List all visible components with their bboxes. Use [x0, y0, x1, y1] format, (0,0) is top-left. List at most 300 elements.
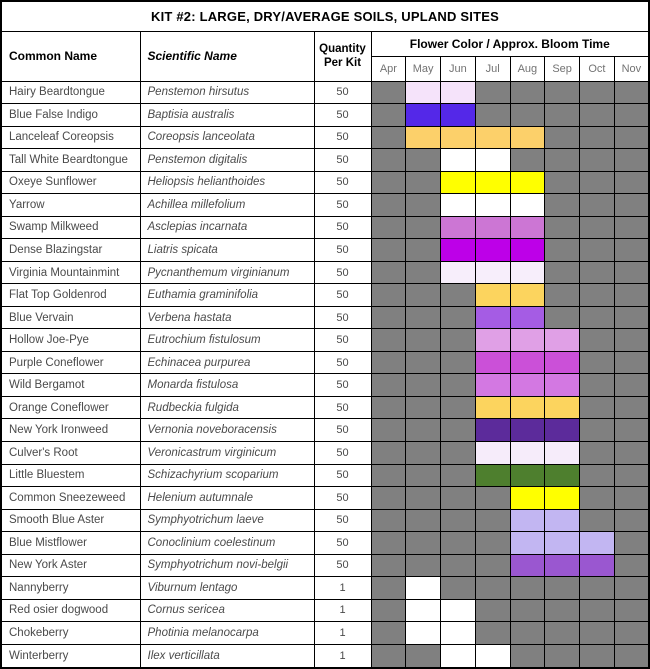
scientific-name-cell: Veronicastrum virginicum — [140, 442, 314, 465]
bloom-cell-apr — [371, 487, 406, 510]
bloom-cell-aug — [510, 532, 545, 555]
bloom-cell-aug — [510, 261, 545, 284]
bloom-cell-sep — [545, 351, 580, 374]
scientific-name-cell: Symphyotrichum laeve — [140, 509, 314, 532]
bloom-cell-may — [406, 239, 441, 262]
bloom-cell-aug — [510, 284, 545, 307]
table-row — [1, 622, 649, 645]
bloom-cell-nov — [614, 81, 649, 104]
bloom-cell-jun — [441, 509, 476, 532]
table-row — [1, 149, 649, 172]
common-name-cell: Blue False Indigo — [1, 104, 140, 127]
bloom-cell-sep — [545, 396, 580, 419]
scientific-name-cell: Liatris spicata — [140, 239, 314, 262]
table-row — [1, 239, 649, 262]
common-name-cell: Purple Coneflower — [1, 351, 140, 374]
bloom-cell-jul — [475, 306, 510, 329]
common-name-cell: Culver's Root — [1, 442, 140, 465]
table-row — [1, 81, 649, 104]
common-name-cell: Orange Coneflower — [1, 396, 140, 419]
bloom-cell-aug — [510, 509, 545, 532]
common-name-cell: Blue Vervain — [1, 306, 140, 329]
quantity-cell: 50 — [314, 509, 371, 532]
bloom-cell-may — [406, 149, 441, 172]
bloom-cell-oct — [580, 487, 615, 510]
bloom-cell-oct — [580, 577, 615, 600]
bloom-cell-may — [406, 284, 441, 307]
bloom-cell-aug — [510, 81, 545, 104]
bloom-cell-jun — [441, 239, 476, 262]
bloom-cell-sep — [545, 329, 580, 352]
bloom-cell-jun — [441, 351, 476, 374]
bloom-cell-oct — [580, 261, 615, 284]
bloom-cell-jun — [441, 622, 476, 645]
scientific-name-cell: Eutrochium fistulosum — [140, 329, 314, 352]
common-name-cell: Wild Bergamot — [1, 374, 140, 397]
bloom-cell-may — [406, 442, 441, 465]
bloom-cell-nov — [614, 622, 649, 645]
bloom-cell-apr — [371, 554, 406, 577]
bloom-cell-sep — [545, 171, 580, 194]
bloom-cell-may — [406, 532, 441, 555]
bloom-cell-aug — [510, 306, 545, 329]
bloom-cell-oct — [580, 216, 615, 239]
bloom-cell-nov — [614, 644, 649, 668]
bloom-cell-jun — [441, 464, 476, 487]
scientific-name-cell: Coreopsis lanceolata — [140, 126, 314, 149]
bloom-cell-nov — [614, 396, 649, 419]
bloom-cell-oct — [580, 149, 615, 172]
quantity-cell: 50 — [314, 532, 371, 555]
quantity-cell: 50 — [314, 126, 371, 149]
quantity-cell: 50 — [314, 374, 371, 397]
quantity-cell: 50 — [314, 149, 371, 172]
quantity-cell: 50 — [314, 104, 371, 127]
scientific-name-cell: Cornus sericea — [140, 599, 314, 622]
bloom-cell-may — [406, 81, 441, 104]
table-row — [1, 329, 649, 352]
bloom-cell-sep — [545, 284, 580, 307]
bloom-cell-jun — [441, 284, 476, 307]
bloom-cell-jul — [475, 487, 510, 510]
bloom-cell-jul — [475, 374, 510, 397]
bloom-cell-oct — [580, 396, 615, 419]
bloom-cell-sep — [545, 622, 580, 645]
bloom-cell-may — [406, 126, 441, 149]
table-row — [1, 577, 649, 600]
bloom-cell-may — [406, 644, 441, 668]
bloom-cell-nov — [614, 306, 649, 329]
col-header-quantity-per-kit: Quantity Per Kit — [314, 31, 371, 81]
bloom-cell-jul — [475, 171, 510, 194]
bloom-cell-apr — [371, 81, 406, 104]
bloom-cell-jul — [475, 419, 510, 442]
bloom-cell-sep — [545, 261, 580, 284]
bloom-cell-apr — [371, 599, 406, 622]
bloom-cell-aug — [510, 126, 545, 149]
scientific-name-cell: Verbena hastata — [140, 306, 314, 329]
scientific-name-cell: Monarda fistulosa — [140, 374, 314, 397]
bloom-cell-sep — [545, 509, 580, 532]
common-name-cell: Blue Mistflower — [1, 532, 140, 555]
common-name-cell: Lanceleaf Coreopsis — [1, 126, 140, 149]
bloom-cell-oct — [580, 104, 615, 127]
bloom-cell-aug — [510, 442, 545, 465]
table-row — [1, 442, 649, 465]
bloom-cell-aug — [510, 104, 545, 127]
table-row — [1, 306, 649, 329]
bloom-cell-nov — [614, 329, 649, 352]
bloom-cell-aug — [510, 464, 545, 487]
bloom-cell-jun — [441, 644, 476, 668]
bloom-cell-jun — [441, 442, 476, 465]
bloom-cell-jul — [475, 509, 510, 532]
bloom-cell-apr — [371, 216, 406, 239]
quantity-cell: 1 — [314, 599, 371, 622]
bloom-cell-nov — [614, 171, 649, 194]
bloom-cell-may — [406, 577, 441, 600]
bloom-cell-aug — [510, 622, 545, 645]
common-name-cell: Chokeberry — [1, 622, 140, 645]
bloom-cell-jul — [475, 81, 510, 104]
scientific-name-cell: Viburnum lentago — [140, 577, 314, 600]
bloom-cell-nov — [614, 216, 649, 239]
bloom-cell-oct — [580, 532, 615, 555]
quantity-cell: 50 — [314, 329, 371, 352]
bloom-cell-aug — [510, 487, 545, 510]
bloom-cell-sep — [545, 577, 580, 600]
scientific-name-cell: Heliopsis helianthoides — [140, 171, 314, 194]
scientific-name-cell: Schizachyrium scoparium — [140, 464, 314, 487]
quantity-cell: 50 — [314, 464, 371, 487]
quantity-cell: 50 — [314, 419, 371, 442]
quantity-cell: 1 — [314, 644, 371, 668]
bloom-cell-may — [406, 351, 441, 374]
quantity-cell: 50 — [314, 239, 371, 262]
scientific-name-cell: Photinia melanocarpa — [140, 622, 314, 645]
scientific-name-cell: Achillea millefolium — [140, 194, 314, 217]
bloom-cell-oct — [580, 329, 615, 352]
bloom-cell-jul — [475, 239, 510, 262]
bloom-cell-aug — [510, 239, 545, 262]
table-row — [1, 509, 649, 532]
bloom-cell-may — [406, 622, 441, 645]
bloom-cell-nov — [614, 442, 649, 465]
bloom-cell-sep — [545, 599, 580, 622]
bloom-cell-apr — [371, 104, 406, 127]
scientific-name-cell: Conoclinium coelestinum — [140, 532, 314, 555]
bloom-cell-may — [406, 487, 441, 510]
quantity-cell: 50 — [314, 194, 371, 217]
bloom-cell-oct — [580, 284, 615, 307]
bloom-cell-may — [406, 419, 441, 442]
bloom-cell-jun — [441, 599, 476, 622]
month-header-jun: Jun — [441, 56, 476, 81]
bloom-cell-jul — [475, 622, 510, 645]
table-row — [1, 644, 649, 668]
bloom-cell-oct — [580, 81, 615, 104]
scientific-name-cell: Rudbeckia fulgida — [140, 396, 314, 419]
scientific-name-cell: Penstemon hirsutus — [140, 81, 314, 104]
col-header-flower-color-bloom-time: Flower Color / Approx. Bloom Time — [371, 31, 649, 56]
bloom-cell-sep — [545, 126, 580, 149]
bloom-cell-aug — [510, 216, 545, 239]
bloom-cell-jun — [441, 396, 476, 419]
bloom-cell-apr — [371, 622, 406, 645]
bloom-cell-jun — [441, 261, 476, 284]
common-name-cell: Little Bluestem — [1, 464, 140, 487]
bloom-cell-sep — [545, 216, 580, 239]
table-row — [1, 104, 649, 127]
table-row — [1, 419, 649, 442]
bloom-cell-apr — [371, 171, 406, 194]
scientific-name-cell: Vernonia noveboracensis — [140, 419, 314, 442]
bloom-cell-jun — [441, 149, 476, 172]
title-row — [1, 1, 649, 31]
quantity-cell: 50 — [314, 284, 371, 307]
table-row — [1, 284, 649, 307]
month-header-aug: Aug — [510, 56, 545, 81]
bloom-cell-jun — [441, 81, 476, 104]
bloom-cell-apr — [371, 532, 406, 555]
scientific-name-cell: Ilex verticillata — [140, 644, 314, 668]
bloom-cell-jul — [475, 532, 510, 555]
bloom-cell-sep — [545, 419, 580, 442]
bloom-cell-apr — [371, 239, 406, 262]
bloom-cell-jul — [475, 329, 510, 352]
bloom-cell-jul — [475, 577, 510, 600]
bloom-cell-apr — [371, 329, 406, 352]
bloom-cell-sep — [545, 487, 580, 510]
bloom-cell-apr — [371, 644, 406, 668]
bloom-cell-apr — [371, 442, 406, 465]
common-name-cell: Oxeye Sunflower — [1, 171, 140, 194]
bloom-cell-nov — [614, 532, 649, 555]
bloom-cell-aug — [510, 149, 545, 172]
bloom-cell-jul — [475, 599, 510, 622]
common-name-cell: Flat Top Goldenrod — [1, 284, 140, 307]
bloom-cell-apr — [371, 351, 406, 374]
bloom-cell-aug — [510, 599, 545, 622]
bloom-cell-jun — [441, 554, 476, 577]
bloom-cell-oct — [580, 644, 615, 668]
bloom-cell-apr — [371, 419, 406, 442]
bloom-cell-sep — [545, 149, 580, 172]
bloom-cell-aug — [510, 171, 545, 194]
bloom-cell-sep — [545, 239, 580, 262]
table-row — [1, 351, 649, 374]
bloom-cell-jul — [475, 149, 510, 172]
col-header-scientific-name: Scientific Name — [140, 31, 314, 81]
bloom-cell-nov — [614, 374, 649, 397]
column-header-row — [1, 31, 649, 56]
bloom-cell-nov — [614, 149, 649, 172]
bloom-cell-jul — [475, 351, 510, 374]
quantity-cell: 50 — [314, 216, 371, 239]
quantity-cell: 1 — [314, 577, 371, 600]
scientific-name-cell: Symphyotrichum novi-belgii — [140, 554, 314, 577]
bloom-cell-nov — [614, 509, 649, 532]
bloom-cell-nov — [614, 284, 649, 307]
scientific-name-cell: Echinacea purpurea — [140, 351, 314, 374]
bloom-cell-nov — [614, 239, 649, 262]
bloom-cell-sep — [545, 306, 580, 329]
bloom-cell-apr — [371, 126, 406, 149]
bloom-cell-sep — [545, 81, 580, 104]
scientific-name-cell: Helenium autumnale — [140, 487, 314, 510]
bloom-cell-nov — [614, 487, 649, 510]
bloom-cell-jul — [475, 126, 510, 149]
bloom-cell-oct — [580, 374, 615, 397]
bloom-cell-jun — [441, 532, 476, 555]
quantity-cell: 50 — [314, 396, 371, 419]
bloom-cell-may — [406, 374, 441, 397]
common-name-cell: Nannyberry — [1, 577, 140, 600]
bloom-cell-may — [406, 306, 441, 329]
bloom-cell-may — [406, 464, 441, 487]
bloom-cell-apr — [371, 284, 406, 307]
kit-title: KIT #2: LARGE, DRY/AVERAGE SOILS, UPLAND SITES — [1, 1, 649, 31]
month-header-oct: Oct — [580, 56, 615, 81]
month-header-may: May — [406, 56, 441, 81]
bloom-cell-apr — [371, 149, 406, 172]
quantity-cell: 50 — [314, 306, 371, 329]
quantity-cell: 50 — [314, 81, 371, 104]
scientific-name-cell: Pycnanthemum virginianum — [140, 261, 314, 284]
bloom-cell-jul — [475, 554, 510, 577]
bloom-cell-jul — [475, 194, 510, 217]
bloom-cell-aug — [510, 644, 545, 668]
bloom-cell-oct — [580, 622, 615, 645]
bloom-cell-may — [406, 554, 441, 577]
bloom-cell-apr — [371, 374, 406, 397]
common-name-cell: Virginia Mountainmint — [1, 261, 140, 284]
bloom-cell-jun — [441, 171, 476, 194]
common-name-cell: Winterberry — [1, 644, 140, 668]
quantity-cell: 50 — [314, 261, 371, 284]
bloom-cell-oct — [580, 194, 615, 217]
bloom-cell-aug — [510, 351, 545, 374]
bloom-cell-jun — [441, 306, 476, 329]
month-header-nov: Nov — [614, 56, 649, 81]
common-name-cell: Dense Blazingstar — [1, 239, 140, 262]
month-header-sep: Sep — [545, 56, 580, 81]
table-row — [1, 216, 649, 239]
bloom-cell-jun — [441, 216, 476, 239]
bloom-cell-oct — [580, 306, 615, 329]
bloom-cell-oct — [580, 351, 615, 374]
quantity-cell: 50 — [314, 171, 371, 194]
bloom-cell-oct — [580, 599, 615, 622]
bloom-cell-jun — [441, 329, 476, 352]
bloom-cell-oct — [580, 239, 615, 262]
scientific-name-cell: Euthamia graminifolia — [140, 284, 314, 307]
bloom-cell-jul — [475, 104, 510, 127]
bloom-cell-apr — [371, 396, 406, 419]
quantity-cell: 50 — [314, 351, 371, 374]
table-row — [1, 396, 649, 419]
month-header-apr: Apr — [371, 56, 406, 81]
quantity-cell: 50 — [314, 487, 371, 510]
bloom-cell-nov — [614, 464, 649, 487]
bloom-cell-jun — [441, 194, 476, 217]
bloom-cell-oct — [580, 464, 615, 487]
bloom-cell-may — [406, 104, 441, 127]
table-body — [1, 81, 649, 668]
bloom-cell-jun — [441, 419, 476, 442]
bloom-cell-apr — [371, 306, 406, 329]
bloom-cell-sep — [545, 194, 580, 217]
common-name-cell: Hairy Beardtongue — [1, 81, 140, 104]
bloom-cell-oct — [580, 554, 615, 577]
common-name-cell: New York Ironweed — [1, 419, 140, 442]
common-name-cell: Yarrow — [1, 194, 140, 217]
table-row — [1, 171, 649, 194]
quantity-cell: 1 — [314, 622, 371, 645]
bloom-cell-oct — [580, 419, 615, 442]
bloom-cell-aug — [510, 194, 545, 217]
bloom-cell-aug — [510, 329, 545, 352]
bloom-cell-sep — [545, 532, 580, 555]
bloom-cell-jun — [441, 577, 476, 600]
bloom-cell-nov — [614, 351, 649, 374]
bloom-cell-may — [406, 171, 441, 194]
bloom-cell-may — [406, 599, 441, 622]
bloom-cell-apr — [371, 577, 406, 600]
col-header-common-name: Common Name — [1, 31, 140, 81]
table-row — [1, 126, 649, 149]
bloom-cell-nov — [614, 126, 649, 149]
bloom-cell-apr — [371, 509, 406, 532]
scientific-name-cell: Penstemon digitalis — [140, 149, 314, 172]
scientific-name-cell: Baptisia australis — [140, 104, 314, 127]
bloom-cell-jul — [475, 644, 510, 668]
bloom-cell-jul — [475, 261, 510, 284]
table-row — [1, 554, 649, 577]
common-name-cell: Tall White Beardtongue — [1, 149, 140, 172]
bloom-cell-nov — [614, 419, 649, 442]
bloom-cell-jun — [441, 126, 476, 149]
bloom-cell-nov — [614, 194, 649, 217]
bloom-cell-jul — [475, 464, 510, 487]
bloom-cell-nov — [614, 599, 649, 622]
table-row — [1, 374, 649, 397]
common-name-cell: Hollow Joe-Pye — [1, 329, 140, 352]
bloom-cell-jul — [475, 396, 510, 419]
bloom-cell-sep — [545, 644, 580, 668]
quantity-cell: 50 — [314, 554, 371, 577]
bloom-cell-jul — [475, 216, 510, 239]
bloom-cell-sep — [545, 104, 580, 127]
bloom-cell-aug — [510, 554, 545, 577]
table-row — [1, 261, 649, 284]
bloom-cell-may — [406, 261, 441, 284]
bloom-cell-nov — [614, 261, 649, 284]
common-name-cell: Swamp Milkweed — [1, 216, 140, 239]
bloom-cell-apr — [371, 261, 406, 284]
bloom-cell-aug — [510, 374, 545, 397]
common-name-cell: Common Sneezeweed — [1, 487, 140, 510]
bloom-cell-aug — [510, 577, 545, 600]
bloom-cell-may — [406, 509, 441, 532]
bloom-cell-oct — [580, 442, 615, 465]
bloom-cell-oct — [580, 126, 615, 149]
table-row — [1, 532, 649, 555]
bloom-cell-may — [406, 194, 441, 217]
common-name-cell: Red osier dogwood — [1, 599, 140, 622]
table-row — [1, 487, 649, 510]
bloom-cell-nov — [614, 577, 649, 600]
